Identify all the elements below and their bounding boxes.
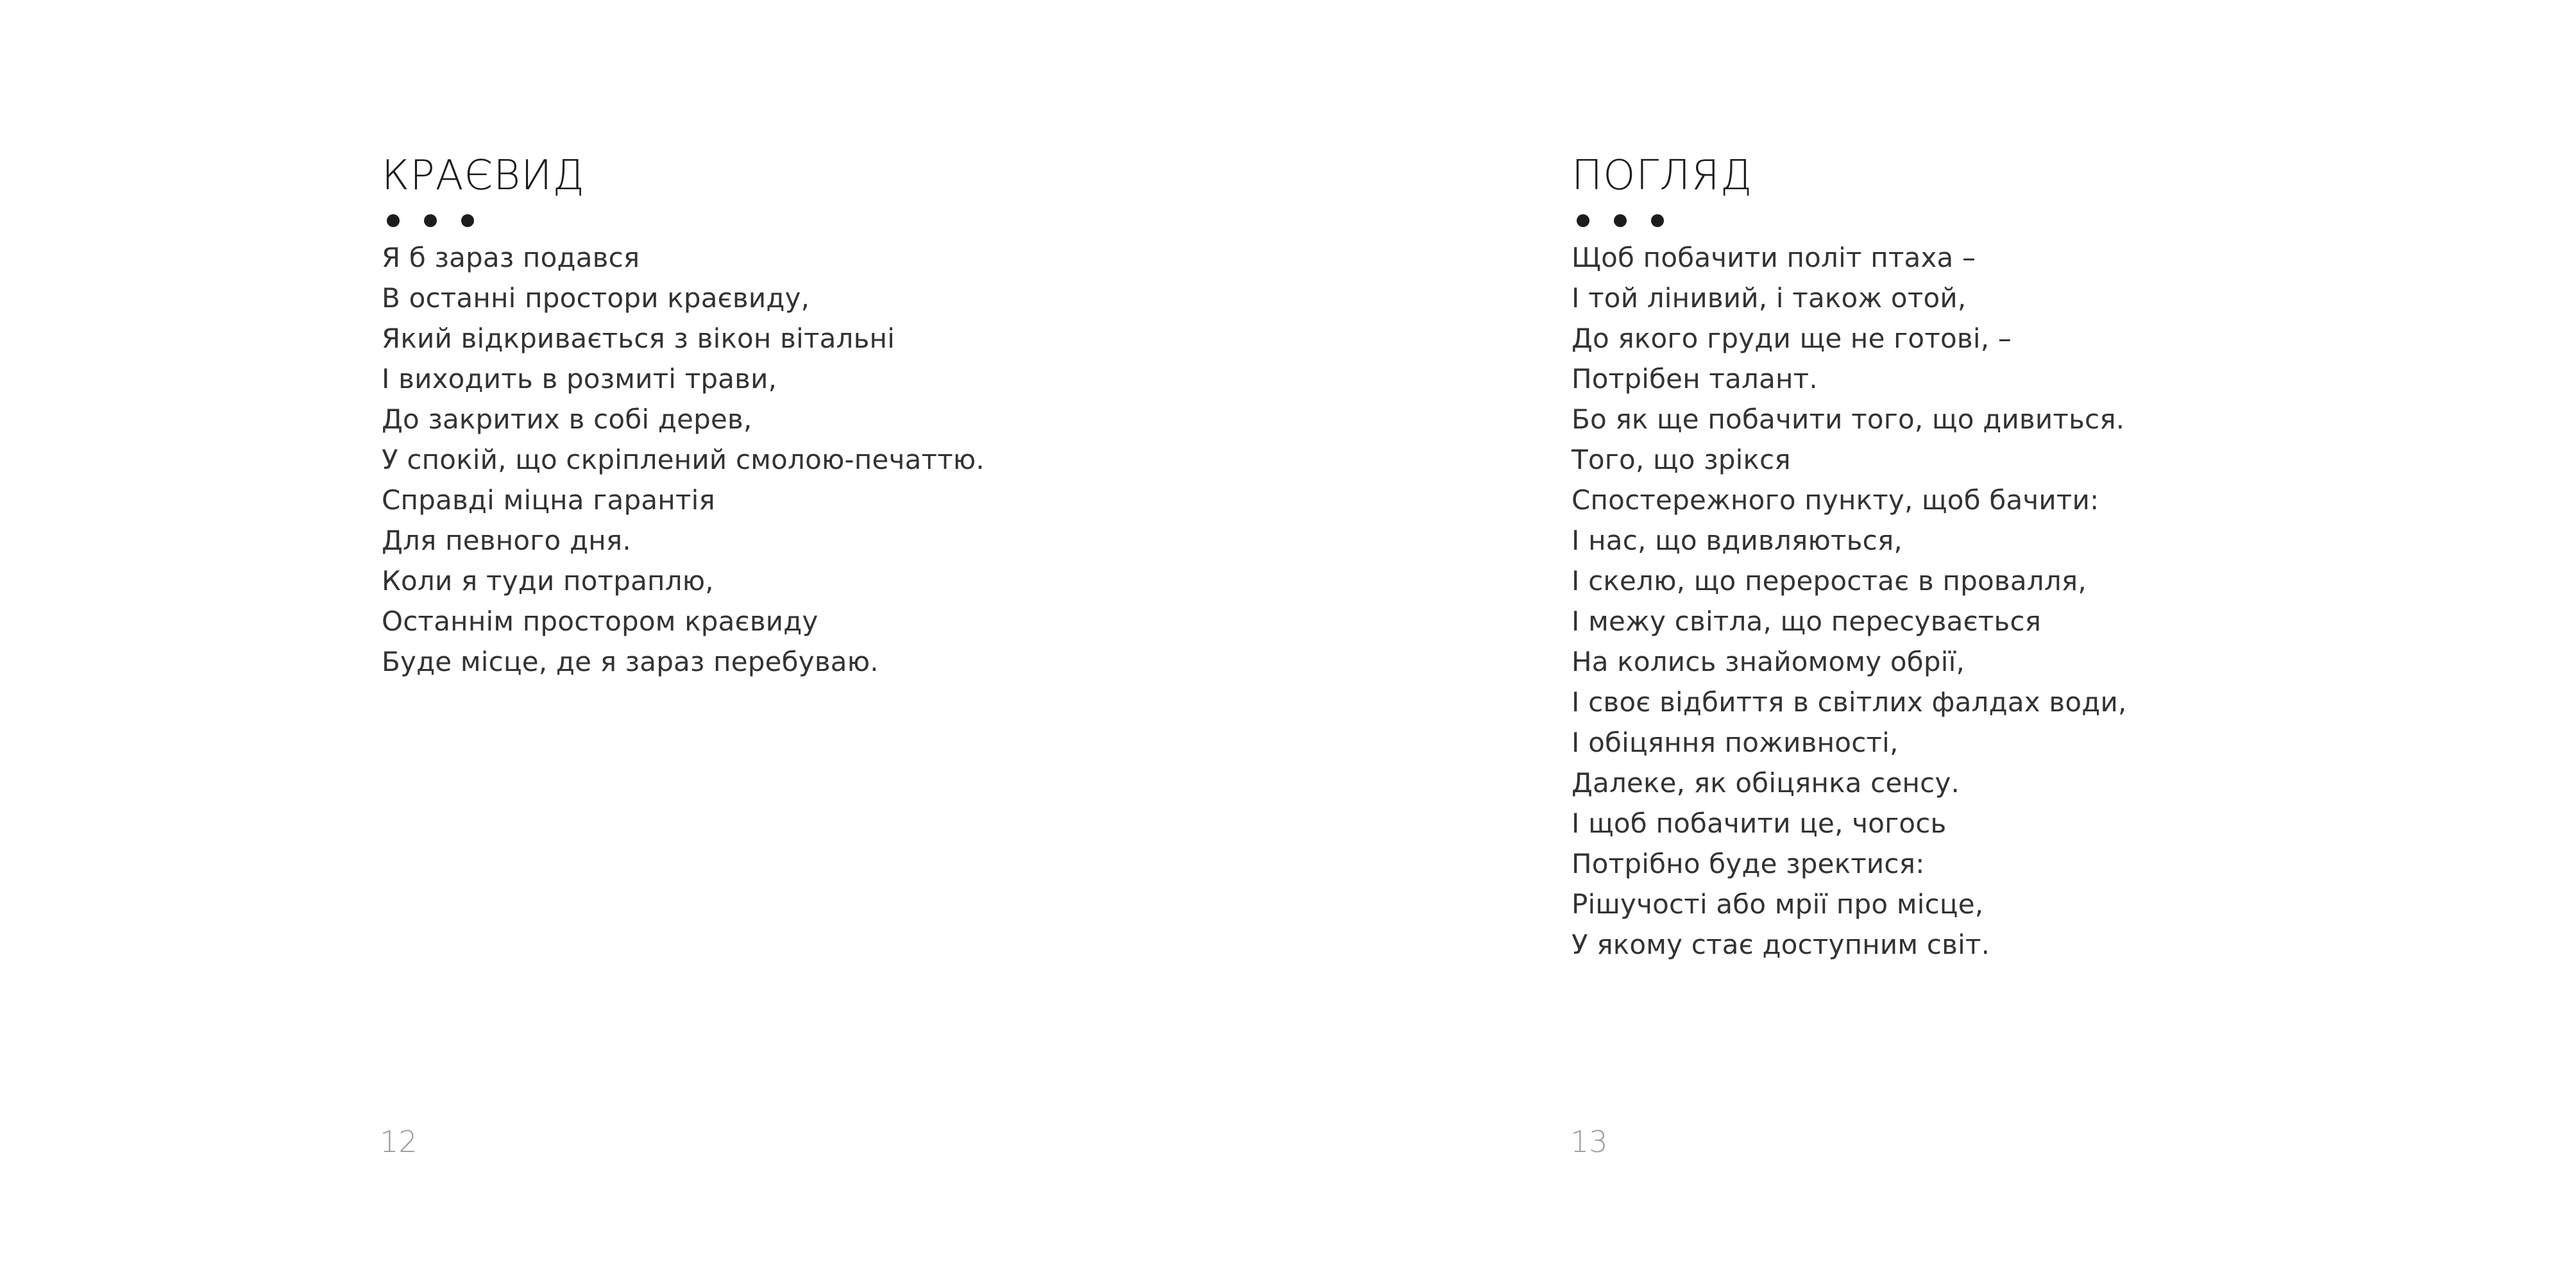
poem-line: Я б зараз подався xyxy=(382,242,640,273)
ornament-dots xyxy=(387,214,985,227)
poem-line: У якому стає доступним світ. xyxy=(1572,929,1990,960)
poem-body xyxy=(1572,237,2127,965)
poem-line: Далеке, як обіцянка сенсу. xyxy=(1572,767,1960,799)
dot-icon xyxy=(1614,214,1627,227)
dot-icon xyxy=(461,214,474,227)
poem-line: І щоб побачити це, чогось xyxy=(1572,808,1947,839)
poem-line: І скелю, що переростає в провалля, xyxy=(1572,565,2087,597)
poem-title: ПОГЛЯД xyxy=(1572,152,1753,199)
poem-body xyxy=(382,237,985,682)
poem-line: Останнім простором краєвиду xyxy=(382,606,818,637)
poem-line: У спокій, що скріплений смолою-печаттю. xyxy=(382,444,985,475)
poem-line: До закритих в собі дерев, xyxy=(382,403,752,435)
poem-kraievyd xyxy=(382,151,985,682)
poem-line: Щоб побачити політ птаха – xyxy=(1572,242,1976,273)
dot-icon xyxy=(1651,214,1664,227)
page-number: 13 xyxy=(1570,1124,1608,1159)
poem-line: І межу світла, що пересувається xyxy=(1572,606,2042,637)
poem-line: І той лінивий, і також отой, xyxy=(1572,282,1967,314)
right-page xyxy=(1288,0,2576,1288)
poem-line: І обіцяння поживності, xyxy=(1572,727,1899,758)
poem-line: Коли я туди потраплю, xyxy=(382,565,714,597)
poem-line: Потрібно буде зректися: xyxy=(1572,848,1925,879)
dot-icon xyxy=(387,214,400,227)
poem-line: Буде місце, де я зараз перебуваю. xyxy=(382,646,879,677)
poem-line: Який відкривається з вікон вітальні xyxy=(382,323,895,354)
poem-line: До якого груди ще не готові, – xyxy=(1572,323,2012,354)
dot-icon xyxy=(424,214,437,227)
poem-line: І своє відбиття в світлих фалдах води, xyxy=(1572,686,2127,718)
page-number: 12 xyxy=(380,1124,418,1159)
poem-line: Того, що зрікся xyxy=(1572,444,1791,475)
poem-line: В останні простори краєвиду, xyxy=(382,282,810,314)
poem-line: Рішучості або мрії про місце, xyxy=(1572,888,1984,920)
dot-icon xyxy=(1577,214,1589,227)
poem-line: І нас, що вдивляються, xyxy=(1572,525,1902,556)
poem-line: Потрібен талант. xyxy=(1572,363,1818,394)
poem-line: Бо як ще побачити того, що дивиться. xyxy=(1572,403,2125,435)
ornament-dots xyxy=(1577,214,2127,227)
poem-title: КРАЄВИД xyxy=(382,152,586,199)
poem-line: На колись знайомому обрії, xyxy=(1572,646,1965,677)
poem-line: Справді міцна гарантія xyxy=(382,484,715,516)
poem-pohliad xyxy=(1572,151,2127,965)
poem-line: І виходить в розмиті трави, xyxy=(382,363,777,394)
poem-line: Спостережного пункту, щоб бачити: xyxy=(1572,484,2099,516)
poem-line: Для певного дня. xyxy=(382,525,631,556)
